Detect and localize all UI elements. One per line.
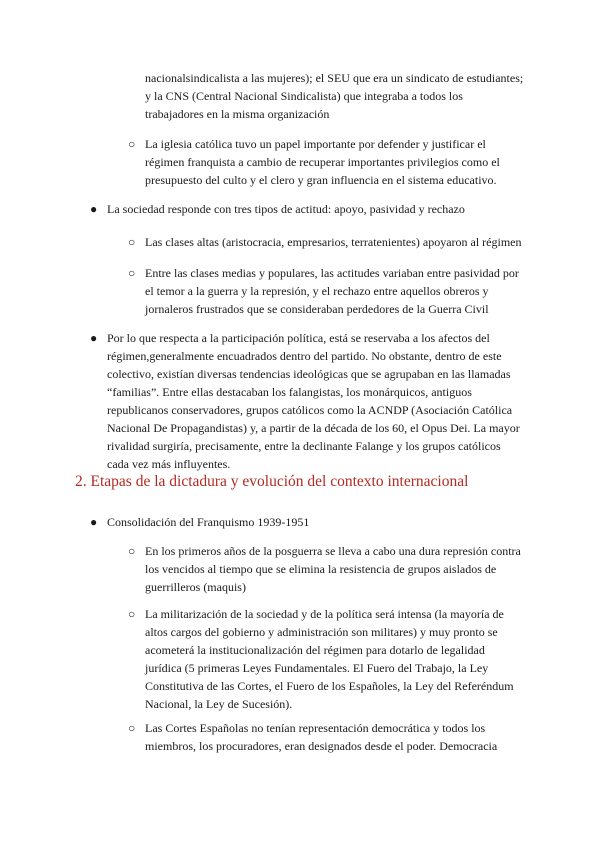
hollow-bullet-icon: ○ (128, 607, 136, 621)
text-line: presupuesto del culto y el clero y gran influencia en el sistema educativo. (145, 173, 497, 187)
text-line: el temor a la guerra y la represión, y el rechazo entre aquellos obreros y (145, 284, 489, 298)
text-line: rivalidad surgiría, precisamente, entre la declinante Falange y los grupos católicos (107, 439, 501, 453)
hollow-bullet-icon: ○ (128, 235, 136, 249)
text-line: Por lo que respecta a la participación política, está se reservaba a los afectos del (107, 331, 490, 345)
text-line: colectivo, existían diversas tendencias ideológicas que se agrupaban en las llamadas (107, 367, 511, 381)
text-line: acometerá la institucionalización del régimen para dotarlo de legalidad (145, 643, 485, 657)
text-line: Las clases altas (aristocracia, empresarios, terratenientes) apoyaron al régimen (145, 235, 522, 249)
sub-item-clases-medias (145, 264, 519, 318)
text-line: régimen,generalmente encuadrados dentro del partido. No obstante, dentro de este (107, 349, 502, 363)
text-line: régimen franquista a cambio de recuperar importantes privilegios como el (145, 155, 500, 169)
text-line: La sociedad responde con tres tipos de actitud: apoyo, pasividad y rechazo (107, 202, 465, 216)
filled-bullet-icon: ● (90, 202, 98, 216)
filled-bullet-icon: ● (90, 515, 98, 529)
section-heading: 2. Etapas de la dictadura y evolución del contexto internacional (75, 473, 469, 490)
text-line: jurídica (5 primeras Leyes Fundamentales. El Fuero del Trabajo, la Ley (145, 661, 489, 675)
text-line: “familias”. Entre ellas destacaban los falangistas, los monárquicos, antiguos (107, 385, 472, 399)
bullet-item-sociedad (107, 200, 465, 218)
hollow-bullet-icon: ○ (128, 721, 136, 735)
sub-item-iglesia (145, 135, 500, 189)
continuation-paragraph (145, 69, 523, 123)
text-line: Constitutiva de las Cortes, el Fuero de los Españoles, la Ley del Referéndum (145, 679, 514, 693)
text-line: nacionalsindicalista a las mujeres); el SEU que era un sindicato de estudiantes; (145, 71, 524, 85)
sub-item-posguerra (145, 542, 521, 596)
text-line: los vencidos al tiempo que se elimina la resistencia de grupos aislados de (145, 562, 497, 576)
hollow-bullet-icon: ○ (128, 137, 136, 151)
text-line: cada vez más influyentes. (107, 457, 231, 471)
text-line: jornaleros frustrados que se consideraban perdedores de la Guerra Civil (145, 302, 489, 316)
bullet-item-consolidacion (107, 513, 309, 531)
text-line: republicanos conservadores, grupos católicos como la ACNDP (Asociación Católica (107, 403, 513, 417)
sub-item-clases-altas (145, 233, 522, 251)
text-line: La iglesia católica tuvo un papel importante por defender y justificar el (145, 137, 486, 151)
sub-item-cortes (145, 719, 497, 755)
filled-bullet-icon: ● (90, 331, 98, 345)
text-line: trabajadores en la misma organización (145, 107, 330, 121)
text-line: y la CNS (Central Nacional Sindicalista) que integraba a todos los (145, 89, 463, 103)
text-line: Consolidación del Franquismo 1939-1951 (107, 515, 310, 529)
text-line: Nacional, la Ley de Sucesión). (145, 697, 293, 711)
hollow-bullet-icon: ○ (128, 266, 136, 280)
text-line: miembros, los procuradores, eran designados desde el poder. Democracia (145, 739, 498, 753)
text-line: La militarización de la sociedad y de la política será intensa (la mayoría de (145, 607, 504, 621)
bullet-item-participacion (107, 329, 520, 473)
sub-item-militarizacion (145, 605, 514, 713)
text-line: Nacional De Propagandistas) y, a partir de la década de los 60, el Opus Dei. La mayor (107, 421, 520, 435)
text-line: En los primeros años de la posguerra se lleva a cabo una dura represión contra (145, 544, 521, 558)
text-line: altos cargos del gobierno y administración son militares) y muy pronto se (145, 625, 498, 639)
text-line: Entre las clases medias y populares, las actitudes variaban entre pasividad por (145, 266, 519, 280)
text-line: Las Cortes Españolas no tenían representación democrática y todos los (145, 721, 486, 735)
hollow-bullet-icon: ○ (128, 544, 136, 558)
text-line: guerrilleros (maquis) (145, 580, 246, 594)
